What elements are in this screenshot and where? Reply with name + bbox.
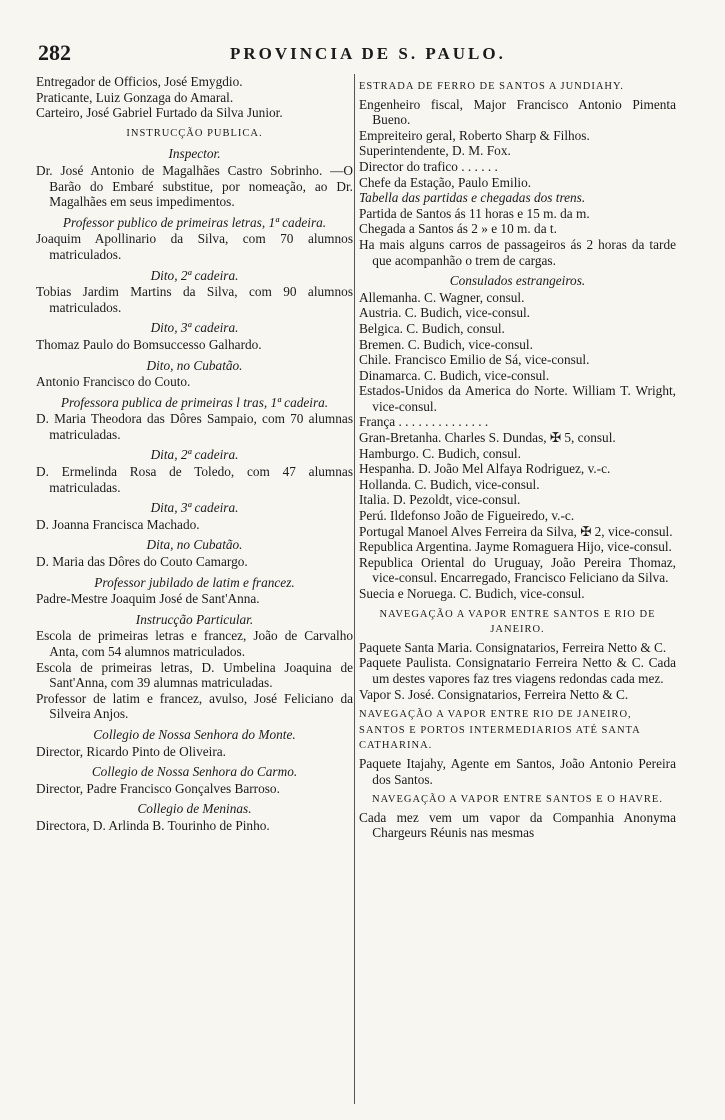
- directory-entry: Hamburgo. C. Budich, consul.: [359, 445, 521, 461]
- directory-entry: Director do trafico . . . . . .: [359, 158, 498, 174]
- directory-entry: Padre-Mestre Joaquim José de Sant'Anna.: [36, 591, 260, 607]
- section-heading: Collegio de Meninas.: [137, 801, 252, 817]
- left-column: [36, 74, 353, 1114]
- running-title: PROVINCIA DE S. PAULO.: [230, 44, 506, 63]
- section-heading: Collegio de Nossa Senhora do Monte.: [93, 726, 296, 742]
- section-heading: Dito, no Cubatão.: [146, 357, 243, 373]
- directory-entry: Tabella das partidas e chegadas dos trens.: [359, 190, 586, 206]
- section-heading: Inspector.: [168, 146, 221, 162]
- directory-entry: Superintendente, D. M. Fox.: [359, 143, 511, 159]
- directory-entry: Ha mais alguns carros de passageiros ás 2 horas da tarde que acompanhão o trem de cargas.: [359, 236, 676, 268]
- right-column: [359, 74, 676, 1114]
- directory-entry: Director, Ricardo Pinto de Oliveira.: [36, 743, 226, 759]
- directory-entry: Dr. José Antonio de Magalhães Castro Sobrinho. —O Barão do Embaré substitue, por nomeação, ao Dr. Magalhães em seus impedimentos.: [36, 162, 353, 210]
- directory-entry: Gran-Bretanha. Charles S. Dundas, ✠ 5, consul.: [359, 430, 616, 446]
- section-heading: Consulados estrangeiros.: [449, 273, 586, 289]
- section-title: ESTRADA DE FERRO DE SANTOS A JUNDIAHY.: [359, 81, 624, 92]
- directory-entry: Escola de primeiras letras e francez, João de Carvalho Anta, com 54 alumnos matriculados.: [36, 628, 353, 659]
- directory-entry: D. Joanna Francisca Machado.: [36, 516, 200, 532]
- text-columns: [36, 74, 676, 1114]
- directory-entry: Praticante, Luiz Gonzaga do Amaral.: [36, 89, 234, 105]
- directory-entry: Directora, D. Arlinda B. Tourinho de Pinho.: [36, 817, 270, 833]
- directory-entry: Allemanha. C. Wagner, consul.: [359, 289, 525, 305]
- column-divider: [354, 74, 355, 1104]
- section-heading: Professor jubilado de latim e francez.: [94, 574, 295, 590]
- directory-entry: Tobias Jardim Martins da Silva, com 90 alumnos matriculados.: [36, 284, 353, 315]
- directory-entry: Paquete Santa Maria. Consignatarios, Ferreira Netto & C.: [359, 639, 667, 655]
- directory-entry: Antonio Francisco do Couto.: [36, 374, 191, 390]
- directory-entry: D. Ermelinda Rosa de Toledo, com 47 alumnas matriculadas.: [36, 464, 353, 495]
- directory-entry: Austria. C. Budich, vice-consul.: [359, 305, 530, 321]
- directory-entry: Republica Oriental do Uruguay, João Pereira Thomaz, vice-consul. Encarregado, Francisco Feliciano da Silva.: [359, 554, 676, 586]
- directory-entry: Chegada a Santos ás 2 » e 10 m. da t.: [359, 221, 557, 237]
- section-heading: Dita, no Cubatão.: [146, 537, 243, 553]
- directory-entry: Director, Padre Francisco Gonçalves Barroso.: [36, 780, 280, 796]
- directory-entry: Cada mez vem um vapor da Companhia Anonyma Chargeurs Réunis nas mesmas: [359, 809, 676, 841]
- directory-entry: Joaquim Apollinario da Silva, com 70 alumnos matriculados.: [36, 231, 353, 262]
- section-heading: Dita, 3ª cadeira.: [150, 500, 239, 516]
- directory-entry: Paquete Paulista. Consignatario Ferreira Netto & C. Cada um destes vapores faz tres viagens redondas cada mez.: [359, 655, 676, 686]
- directory-entry: Estados-Unidos da America do Norte. William T. Wright, vice-consul.: [359, 383, 676, 414]
- section-heading: Dita, 2ª cadeira.: [150, 447, 239, 463]
- directory-entry: Carteiro, José Gabriel Furtado da Silva Junior.: [36, 105, 283, 121]
- directory-entry: Escola de primeiras letras, D. Umbelina Joaquina de Sant'Anna, com 39 alumnas matriculadas.: [36, 659, 353, 691]
- directory-entry: Vapor S. José. Consignatarios, Ferreira Netto & C.: [359, 686, 629, 702]
- directory-entry: Chefe da Estação, Paulo Emilio.: [359, 174, 532, 190]
- directory-entry: Chile. Francisco Emilio de Sá, vice-consul.: [359, 352, 590, 368]
- section-heading: Instrucção Particular.: [135, 611, 254, 627]
- section-heading: Professor publico de primeiras letras, 1ª cadeira.: [62, 214, 327, 230]
- directory-entry: D. Maria das Dôres do Couto Camargo.: [36, 554, 248, 570]
- directory-entry: Belgica. C. Budich, consul.: [359, 320, 505, 336]
- directory-entry: Empreiteiro geral, Roberto Sharp & Filhos.: [359, 127, 590, 143]
- directory-entry: Engenheiro fiscal, Major Francisco Antonio Pimenta Bueno.: [359, 96, 676, 128]
- directory-entry: Perú. Ildefonso João de Figueiredo, v.-c.: [359, 508, 575, 524]
- section-heading: Dito, 3ª cadeira.: [150, 320, 239, 336]
- page-number: 282: [38, 40, 71, 65]
- directory-entry: Hollanda. C. Budich, vice-consul.: [359, 476, 540, 492]
- section-title: INSTRUCÇÃO PUBLICA.: [126, 127, 263, 139]
- directory-entry: Paquete Itajahy, Agente em Santos, João Antonio Pereira dos Santos.: [359, 755, 676, 787]
- section-title: NAVEGAÇÃO A VAPOR ENTRE SANTOS E RIO DE JANEIRO.: [379, 608, 656, 636]
- section-heading: Dito, 2ª cadeira.: [150, 267, 239, 283]
- directory-entry: Professor de latim e francez, avulso, José Feliciano da Silveira Anjos.: [36, 690, 353, 722]
- section-title: NAVEGAÇÃO A VAPOR ENTRE RIO DE JANEIRO, SANTOS E PORTOS INTERMEDIARIOS ATÉ SANTA CATHARINA.: [359, 709, 641, 752]
- directory-entry: Bremen. C. Budich, vice-consul.: [359, 336, 533, 352]
- page-header: [30, 40, 710, 70]
- directory-entry: Partida de Santos ás 11 horas e 15 m. da m.: [359, 205, 590, 221]
- directory-entry: D. Maria Theodora das Dôres Sampaio, com 70 alumnas matriculadas.: [36, 411, 353, 442]
- directory-entry: Hespanha. D. João Mel Alfaya Rodriguez, v.-c.: [359, 461, 611, 477]
- directory-entry: França . . . . . . . . . . . . . .: [359, 414, 489, 430]
- directory-entry: Portugal Manoel Alves Ferreira da Silva, ✠ 2, vice-consul.: [359, 523, 673, 539]
- section-heading: Professora publica de primeiras l tras, 1ª cadeira.: [60, 394, 329, 410]
- directory-entry: Italia. D. Pezoldt, vice-consul.: [359, 492, 521, 508]
- directory-entry: Republica Argentina. Jayme Romaguera Hijo, vice-consul.: [359, 539, 672, 555]
- section-heading: Collegio de Nossa Senhora do Carmo.: [91, 764, 298, 780]
- directory-entry: Entregador de Officios, José Emygdio.: [36, 74, 243, 89]
- directory-entry: Dinamarca. C. Budich, vice-consul.: [359, 367, 550, 383]
- directory-entry: Thomaz Paulo do Bomsuccesso Galhardo.: [36, 336, 262, 352]
- directory-entry: Suecia e Noruega. C. Budich, vice-consul.: [359, 586, 585, 601]
- section-title: NAVEGAÇÃO A VAPOR ENTRE SANTOS E O HAVRE.: [372, 794, 663, 806]
